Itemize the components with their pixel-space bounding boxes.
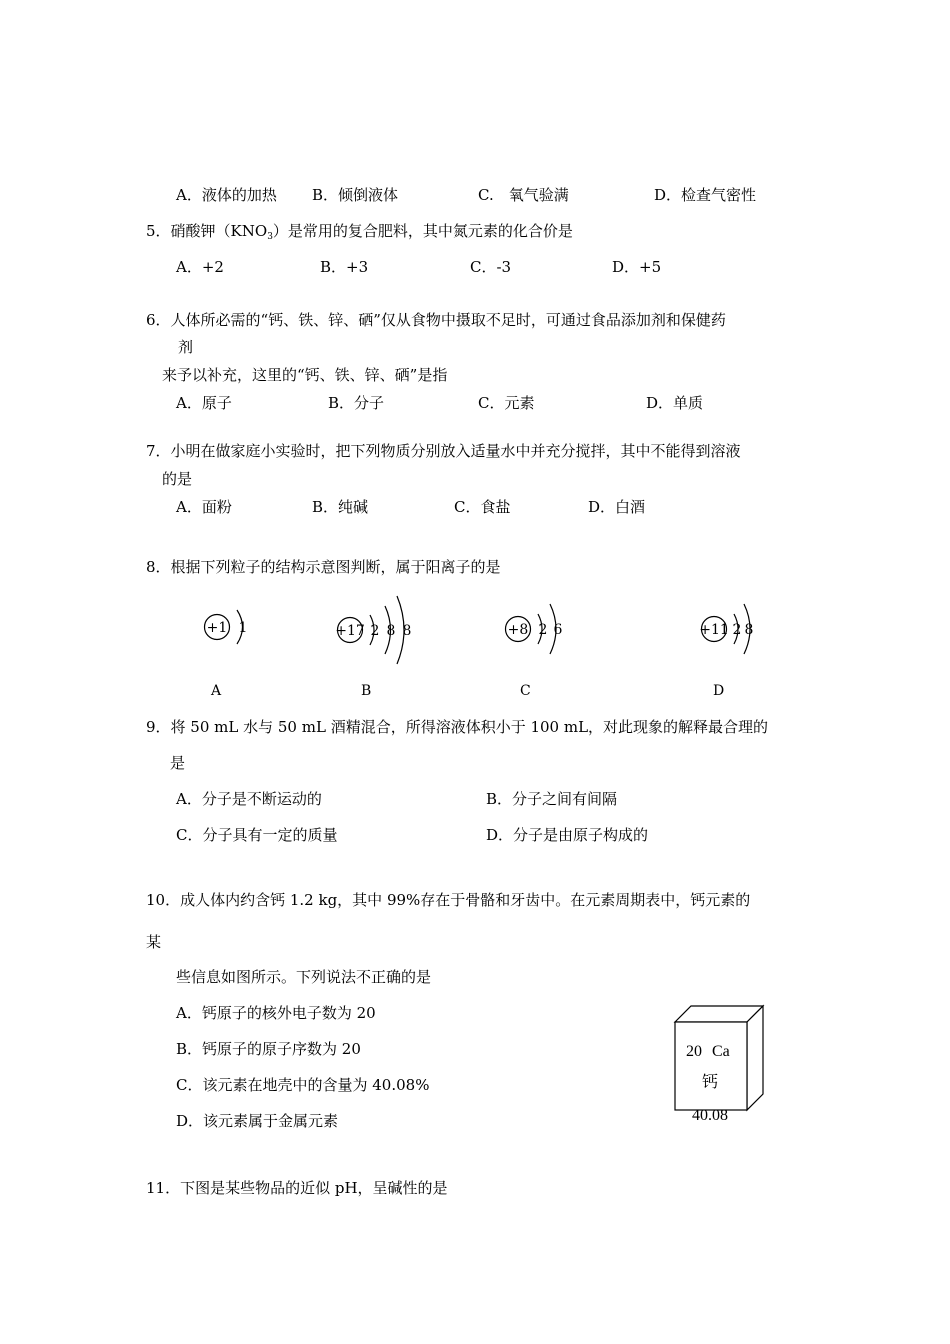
q7-stem-line1: 7．小明在做家庭小实验时，把下列物质分别放入适量水中并充分搅拌，其中不能得到溶液 [146, 442, 741, 460]
element-atomic-number: 20 [686, 1043, 702, 1060]
atom-diagram-d [698, 600, 768, 664]
q6-stem-line2: 剂 [178, 338, 194, 356]
atom-diagram-a [200, 606, 260, 660]
q7-stem-line2: 的是 [162, 470, 193, 488]
atom-b-nucleus: +17 [335, 623, 365, 639]
atom-diagram-c [502, 600, 572, 664]
atom-c-label: C [520, 683, 531, 699]
q6-option-c: C．元素 [478, 394, 535, 412]
q9-stem-line1: 9．将 50 mL 水与 50 mL 酒精混合，所得溶液体积小于 100 mL，对此现象的解释最合理的 [146, 718, 769, 736]
atom-d-nucleus: +11 [699, 622, 729, 638]
q7-option-a: A．面粉 [176, 498, 232, 516]
atom-d-label: D [713, 683, 725, 699]
q10-stem-line1: 10．成人体内约含钙 1.2 kg，其中 99%存在于骨骼和牙齿中。在元素周期表中，钙元素的 [146, 891, 751, 909]
atom-b-label: B [361, 683, 372, 699]
q11-stem: 11．下图是某些物品的近似 pH，呈碱性的是 [146, 1179, 448, 1197]
atom-c-nucleus: +8 [507, 622, 529, 638]
q7-option-d: D．白酒 [588, 498, 646, 516]
atom-b-shell-3: 8 [402, 623, 412, 639]
q4-option-b: B．倾倒液体 [312, 186, 399, 204]
element-name: 钙 [701, 1072, 719, 1091]
q10-option-c: C．该元素在地壳中的含量为 40.08% [176, 1076, 430, 1094]
q7-option-c: C．食盐 [454, 498, 511, 516]
atom-c-shell-1: 2 [538, 622, 548, 638]
q10-option-a: A．钙原子的核外电子数为 20 [176, 1004, 376, 1022]
atom-d-shell-2: 8 [744, 622, 754, 638]
atom-diagram-b [333, 595, 423, 669]
atom-a-nucleus: +1 [206, 620, 228, 636]
q6-option-d: D．单质 [646, 394, 704, 412]
q9-option-b: B．分子之间有间隔 [486, 790, 618, 808]
q9-option-a: A．分子是不断运动的 [176, 790, 322, 808]
q5-stem: 5．硝酸钾$(KNO_3)$是常用的复合肥料，其中氮元素的化合价是 [146, 222, 573, 242]
q4-option-c: C. 氧气验满 [478, 186, 569, 204]
atom-d-shell-1: 2 [732, 622, 742, 638]
atom-c-shell-2: 6 [553, 622, 563, 638]
q5-option-c: C．-3 [470, 258, 512, 276]
calcium-element-card [672, 1003, 772, 1132]
element-symbol: Ca [712, 1043, 730, 1060]
q4-option-a: A．液体的加热 [176, 186, 277, 204]
q6-stem-line3: 来予以补充，这里的“钙、铁、锌、硒”是指 [162, 366, 448, 384]
q6-stem-line1: 6．人体所必需的“钙、铁、锌、硒”仅从食物中摄取不足时，可通过食品添加剂和保健药 [146, 311, 726, 329]
q10-option-d: D．该元素属于金属元素 [176, 1112, 339, 1130]
element-atomic-mass: 40.08 [692, 1107, 728, 1124]
q10-stem-line2: 某 [146, 933, 162, 951]
q10-stem-line3: 些信息如图所示。下列说法不正确的是 [176, 968, 432, 986]
q8-stem: 8．根据下列粒子的结构示意图判断，属于阳离子的是 [146, 558, 501, 576]
q7-option-b: B．纯碱 [312, 498, 369, 516]
q5-option-a: A．+2 [176, 258, 224, 276]
atom-b-shell-1: 2 [370, 623, 380, 639]
q9-option-c: C．分子具有一定的质量 [176, 826, 338, 844]
atom-b-shell-2: 8 [386, 623, 396, 639]
q5-option-b: B．+3 [320, 258, 369, 276]
q5-option-d: D．+5 [612, 258, 662, 276]
q4-option-d: D．检查气密性 [654, 186, 757, 204]
atom-a-shell-1: 1 [238, 620, 248, 636]
q9-stem-line2: 是 [170, 754, 186, 772]
q9-option-d: D．分子是由原子构成的 [486, 826, 649, 844]
q10-option-b: B．钙原子的原子序数为 20 [176, 1040, 361, 1058]
q6-option-b: B．分子 [328, 394, 385, 412]
atom-a-label: A [211, 683, 222, 699]
q6-option-a: A．原子 [176, 394, 232, 412]
